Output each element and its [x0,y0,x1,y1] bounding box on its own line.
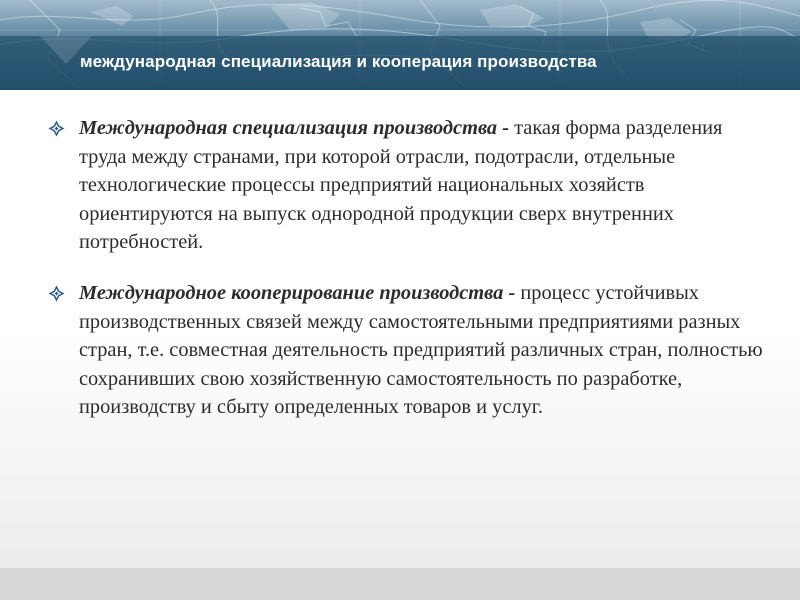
bullet-term: Международная специализация производства [79,117,498,139]
bullet-dash: - [497,117,515,139]
header-glow [0,0,800,36]
footer-band [0,568,800,600]
bullet-term: Международное кооперирование производства [79,281,504,304]
header-band [0,0,800,90]
bullet-text: процесс устойчивых производственных связей между самостоятельными предприятиями разных стран, т.е. совместная деятельность предприятий различных стран, полностью сохранивших свою хозяйственную самостоятельность по разработке, производству и сбыту определенных товаров и услуг. [79,281,763,419]
bullet-item-cooperation [48,279,768,422]
diamond-bullet-icon [48,120,65,137]
bullet-list [48,114,768,444]
bullet-text: такая форма разделения труда между странами, при которой отрасли, подотрасли, отдельные технологические процессы предприятий национальных хозяйств ориентируются на выпуск однородной продукции сверх внутренних потребностей. [79,117,723,254]
bullet-item-specialization [48,114,768,257]
bullet-dash: - [503,281,521,304]
diamond-bullet-icon [48,285,65,302]
slide-title: международная специализация и кооперация производства [80,52,597,71]
